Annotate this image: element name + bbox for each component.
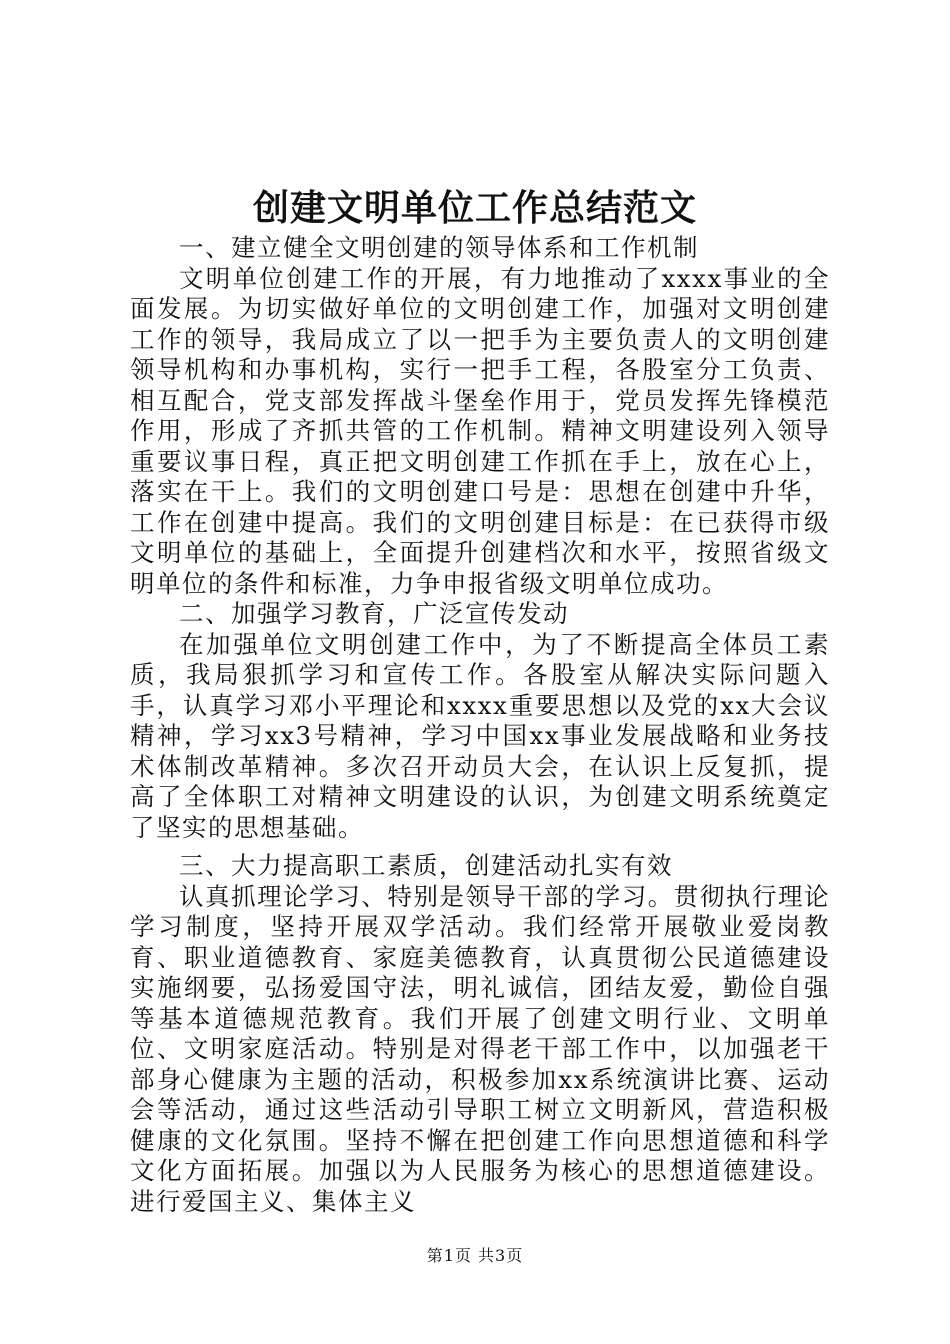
section-paragraph-2: 在加强单位文明创建工作中，为了不断提高全体员工素质，我局狠抓学习和宣传工作。各股室从解决实际问题入手，认真学习邓小平理论和xxxx重要思想以及党的xx大会议精神，学习xx3号精神，学习中国xx事业发展战略和业务技术体制改革精神。多次召开动员大会，在认识上反复抓，提高了全体职工对精神文明建设的认识，为创建文明系统奠定了坚实的思想基础。 [130,629,830,842]
document-title: 创建文明单位工作总结范文 [252,187,697,229]
document-body [130,233,830,1217]
section-paragraph-3: 认真抓理论学习、特别是领导干部的学习。贯彻执行理论学习制度，坚持开展双学活动。我们经常开展敬业爱岗教育、职业道德教育、家庭美德教育，认真贯彻公民道德建设实施纲要，弘扬爱国守法，明礼诚信，团结友爱，勤俭自强等基本道德规范教育。我们开展了创建文明行业、文明单位、文明家庭活动。特别是对得老干部工作中，以加强老干部身心健康为主题的活动，积极参加xx系统演讲比赛、运动会等活动，通过这些活动引导职工树立文明新风，营造积极健康的文化氛围。坚持不懈在把创建工作向思想道德和科学文化方面拓展。加强以为人民服务为核心的思想道德建设。进行爱国主义、集体主义 [130,881,830,1216]
page-number-footer: 第1页 共3页 [426,1246,524,1265]
section-heading-1: 一、建立健全文明创建的领导体系和工作机制 [179,233,699,262]
section-heading-2: 二、加强学习教育，广泛宣传发动 [179,599,569,628]
section-paragraph-1: 文明单位创建工作的开展，有力地推动了xxxx事业的全面发展。为切实做好单位的文明创建工作，加强对文明创建工作的领导，我局成立了以一把手为主要负责人的文明创建领导机构和办事机构，实行一把手工程，各股室分工负责、相互配合，党支部发挥战斗堡垒作用于，党员发挥先锋模范作用，形成了齐抓共管的工作机制。精神文明建设列入领导重要议事日程，真正把文明创建工作抓在手上，放在心上，落实在干上。我们的文明创建口号是：思想在创建中升华，工作在创建中提高。我们的文明创建目标是：在已获得市级文明单位的基础上，全面提升创建档次和水平，按照省级文明单位的条件和标准，力争申报省级文明单位成功。 [130,263,830,598]
section-heading-3: 三、大力提高职工素质，创建活动扎实有效 [179,851,673,880]
